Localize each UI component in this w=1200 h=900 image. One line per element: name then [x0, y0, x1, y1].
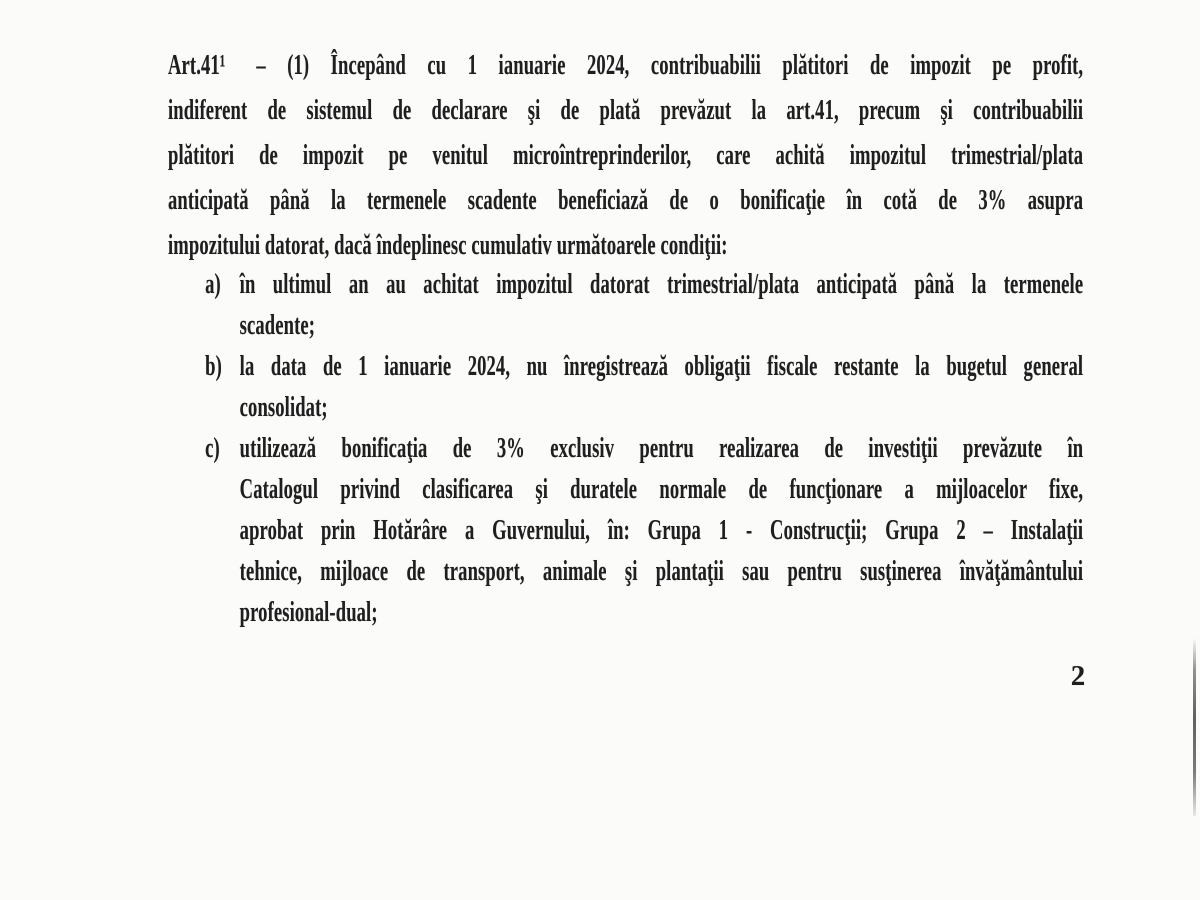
list-marker: a) — [205, 268, 221, 300]
page-number: 2 — [1070, 660, 1086, 692]
list-line: profesional-dual; — [239, 596, 378, 628]
list-item-c — [168, 428, 1083, 633]
paragraph-line: indiferent de sistemul de declarare şi de plată prevăzut la art.41, precum şi contribuabilii — [168, 94, 1084, 126]
list-line: în ultimul an au achitat impozitul datorat trimestrial/plata anticipată până la termenele — [239, 268, 1084, 300]
list-line: la data de 1 ianuarie 2024, nu înregistrează obligaţii fiscale restante la bugetul general — [239, 350, 1084, 382]
scan-artifact-line — [1193, 638, 1196, 816]
list-marker: c) — [205, 432, 220, 464]
list-line: Catalogul privind clasificarea şi duratele normale de funcţionare a mijloacelor fixe, — [239, 473, 1084, 505]
paragraph-line: anticipată până la termenele scadente beneficiază de o bonificaţie în cotă de 3% asupra — [168, 184, 1084, 216]
paragraph-line: impozitului datorat, dacă îndeplinesc cumulativ următoarele condiţii: — [168, 229, 728, 261]
list-item-b — [168, 346, 1083, 428]
list-line: utilizează bonificaţia de 3% exclusiv pentru realizarea de investiţii prevăzute în — [239, 432, 1084, 464]
list-line: aprobat prin Hotărâre a Guvernului, în: Grupa 1 - Construcţii; Grupa 2 – Instalaţii — [239, 514, 1084, 546]
list-item-text — [240, 264, 1084, 346]
list-item-a — [168, 264, 1083, 346]
list-item-text — [240, 346, 1084, 428]
paragraph-line: plătitori de impozit pe venitul microîntreprinderilor, care achită impozitul trimestrial/plata — [168, 139, 1084, 171]
list-item-text — [240, 428, 1084, 633]
list-line: scadente; — [239, 309, 316, 341]
list-line: tehnice, mijloace de transport, animale şi plantaţii sau pentru susţinerea învăţământului — [239, 555, 1084, 587]
paragraph-line: Art.41¹ – (1) Începând cu 1 ianuarie 2024, contribuabilii plătitori de impozit pe profit, — [168, 49, 1084, 81]
list-line: consolidat; — [239, 391, 328, 423]
article-text-block — [168, 43, 1083, 633]
list-marker: b) — [205, 350, 222, 382]
conditions-list — [168, 264, 1083, 633]
